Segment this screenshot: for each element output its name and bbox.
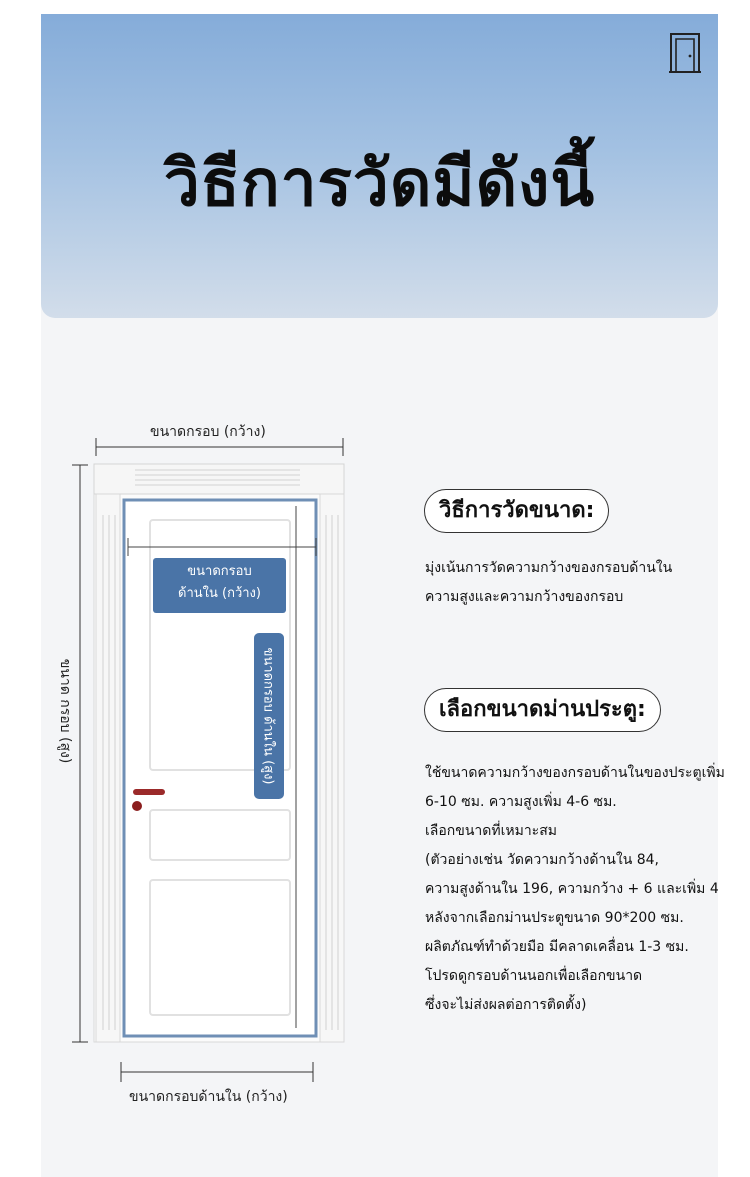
select-size-title: เลือกขนาดม่านประตู: [424, 688, 661, 732]
inner-width-box-line1: ขนาดกรอบ [187, 564, 252, 579]
measure-method-text [425, 554, 672, 612]
select-line: ผลิตภัณฑ์ทำด้วยมือ มีคลาดเคลื่อน 1-3 ซม. [425, 939, 689, 955]
select-line: ซึ่งจะไม่ส่งผลต่อการติดตั้ง) [425, 997, 587, 1013]
select-size-text [425, 759, 725, 1020]
select-line: 6-10 ซม. ความสูงเพิ่ม 4-6 ซม. [425, 794, 617, 810]
frame-height-label: ขนาด กรอบ (สูง) [57, 658, 73, 764]
select-line: (ตัวอย่างเช่น วัดความกว้างด้านใน 84, [425, 852, 659, 868]
measure-method-title: วิธีการวัดขนาด: [424, 489, 609, 533]
measure-line: ความสูงและความกว้างของกรอบ [425, 589, 624, 605]
select-line: เลือกขนาดที่เหมาะสม [425, 823, 557, 839]
select-line: โปรดดูกรอบด้านนอกเพื่อเลือกขนาด [425, 968, 643, 984]
inner-width-label: ขนาดกรอบด้านใน (กว้าง) [129, 1089, 288, 1105]
inner-height-box [254, 633, 284, 799]
select-line: ใช้ขนาดความกว้างของกรอบด้านในของประตูเพิ่ม [425, 765, 725, 781]
page-title: วิธีการวัดมีดังนี้ [163, 147, 596, 221]
select-line: ความสูงด้านใน 196, ความกว้าง + 6 และเพิ่ม 4 [425, 881, 719, 897]
inner-width-box [153, 558, 286, 613]
inner-height-box-text: ขนาดกรอบ ด้านใน (สูง) [260, 647, 276, 785]
select-line: หลังจากเลือกม่านประตูขนาด 90*200 ซม. [425, 910, 684, 926]
frame-width-label: ขนาดกรอบ (กว้าง) [150, 424, 266, 440]
measure-line: มุ่งเน้นการวัดความกว้างของกรอบด้านใน [425, 560, 673, 576]
inner-width-box-line2: ด้านใน (กว้าง) [178, 586, 261, 601]
